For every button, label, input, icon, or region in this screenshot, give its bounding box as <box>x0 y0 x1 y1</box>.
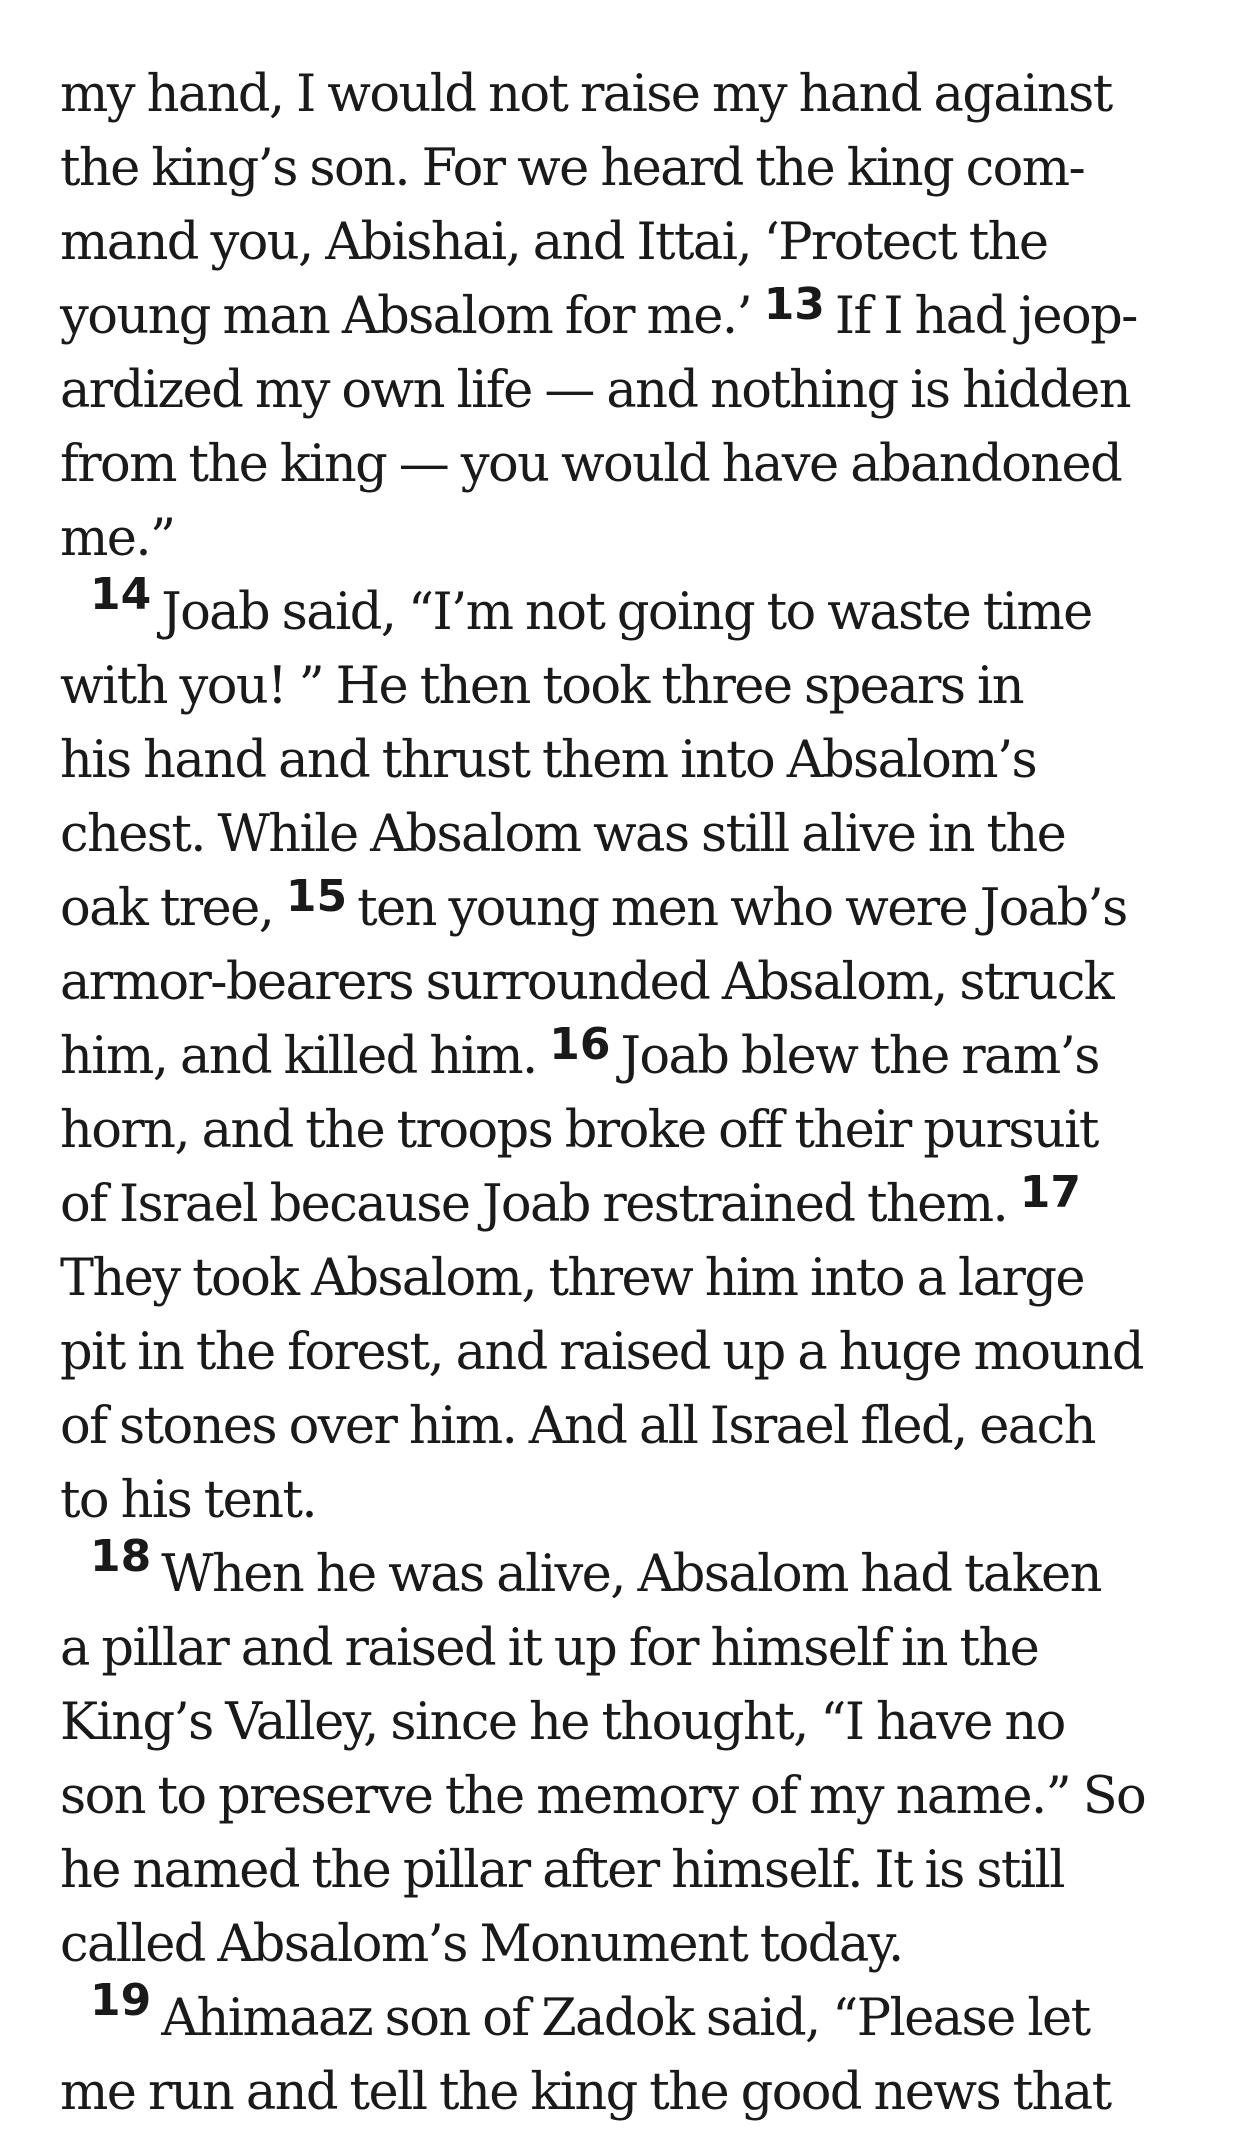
text-line <box>60 354 1200 428</box>
verse-text: If I had jeop- <box>834 287 1137 346</box>
text-line <box>60 206 1200 280</box>
verse-text: King’s Valley, since he thought, “I have no <box>60 1693 1065 1752</box>
verse-number[interactable]: 18 <box>90 1531 152 1582</box>
text-line <box>60 946 1200 1020</box>
verse-text: of stones over him. And all Israel fled, each <box>60 1397 1095 1456</box>
text-line <box>60 502 1200 576</box>
text-line <box>60 1686 1200 1760</box>
verse-text: young man Absalom for me.’ <box>60 287 764 346</box>
verse-text: Ahimaaz son of Zadok said, “Please let <box>161 1989 1090 2048</box>
verse-text: mand you, Abishai, and Ittai, ‘Protect the <box>60 213 1048 272</box>
text-line <box>60 724 1200 798</box>
verse-text: called Absalom’s Monument today. <box>60 1915 903 1974</box>
text-line <box>60 650 1200 724</box>
text-line <box>60 1020 1200 1094</box>
verse-text: me.” <box>60 509 175 568</box>
verse-text: he named the pillar after himself. It is still <box>60 1841 1064 1900</box>
text-line <box>60 1390 1200 1464</box>
verse-number[interactable]: 13 <box>763 279 825 330</box>
verse-text: him, and killed him. <box>60 1027 550 1086</box>
text-line <box>60 1612 1200 1686</box>
text-line <box>60 1316 1200 1390</box>
text-line <box>60 1760 1200 1834</box>
verse-number[interactable]: 17 <box>1019 1167 1081 1218</box>
text-line <box>60 798 1200 872</box>
text-line <box>60 1975 1200 2056</box>
text-line <box>60 1531 1200 1612</box>
verse-text: his hand and thrust them into Absalom’s <box>60 731 1037 790</box>
verse-text: son to preserve the memory of my name.” So <box>60 1767 1146 1826</box>
text-line <box>60 428 1200 502</box>
verse-text: Joab said, “I’m not going to waste time <box>161 583 1092 642</box>
verse-text: ardized my own life — and nothing is hidden <box>60 361 1130 420</box>
verse-number[interactable]: 14 <box>90 569 152 620</box>
text-line <box>60 58 1200 132</box>
text-line <box>60 280 1200 354</box>
verse-number[interactable]: 16 <box>549 1019 611 1070</box>
text-line <box>60 1168 1200 1242</box>
text-line <box>60 132 1200 206</box>
verse-text: from the king — you would have abandoned <box>60 435 1122 494</box>
verse-text: with you! ” He then took three spears in <box>60 657 1023 716</box>
text-line <box>60 2056 1200 2130</box>
verse-text: When he was alive, Absalom had taken <box>161 1545 1101 1604</box>
verse-text: the king’s son. For we heard the king com- <box>60 139 1085 198</box>
verse-text: Joab blew the ram’s <box>620 1027 1099 1086</box>
verse-number[interactable]: 19 <box>90 1975 152 2026</box>
verse-text: chest. While Absalom was still alive in the <box>60 805 1066 864</box>
verse-number[interactable]: 15 <box>285 871 348 922</box>
verse-text: horn, and the troops broke off their pursuit <box>60 1101 1098 1160</box>
verse-text: my hand, I would not raise my hand against <box>60 65 1112 124</box>
scripture-passage <box>60 58 1200 2130</box>
verse-text: oak tree, <box>60 879 286 938</box>
text-line <box>60 872 1200 946</box>
text-line <box>60 1908 1200 1982</box>
text-line <box>60 1094 1200 1168</box>
text-line <box>60 1464 1200 1538</box>
text-line <box>60 1242 1200 1316</box>
verse-text: armor-bearers surrounded Absalom, struck <box>60 953 1114 1012</box>
verse-text: me run and tell the king the good news that <box>60 2063 1111 2122</box>
verse-text: of Israel because Joab restrained them. <box>60 1175 1020 1234</box>
verse-text: They took Absalom, threw him into a large <box>60 1249 1084 1308</box>
text-line <box>60 1834 1200 1908</box>
verse-text: pit in the forest, and raised up a huge mound <box>60 1323 1143 1382</box>
text-line <box>60 569 1200 650</box>
verse-text: a pillar and raised it up for himself in the <box>60 1619 1039 1678</box>
verse-text: ten young men who were Joab’s <box>357 879 1127 938</box>
verse-text: to his tent. <box>60 1471 316 1530</box>
